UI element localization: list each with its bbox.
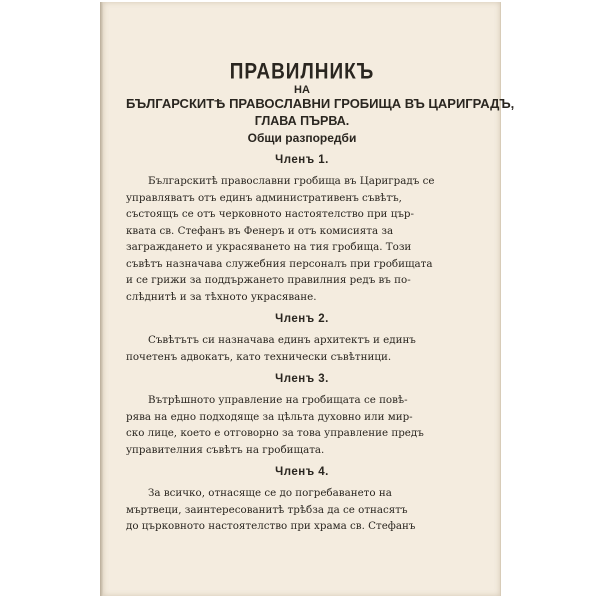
article-line: управителния съвѣтъ на гробищата.	[126, 443, 325, 456]
article-4-body	[126, 485, 478, 535]
article-1-heading: Членъ 1.	[275, 154, 329, 166]
article-4-heading: Членъ 4.	[275, 466, 329, 478]
article-line: квата св. Стефанъ въ Фенеръ и отъ комисията за	[126, 224, 394, 237]
document-title: ПРАВИЛНИКЪ	[229, 60, 375, 85]
article-line: и се грижи за поддържането правилния редъ въ по-	[126, 274, 411, 286]
article-2-heading: Членъ 2.	[275, 313, 329, 325]
article-3-body	[126, 392, 478, 458]
article-line: ско лице, което е отговорно за това управление предъ	[126, 427, 424, 439]
article-line: заграждането и украсяването на тия гробища. Този	[126, 241, 412, 253]
article-line: Българскитѣ православни гробища въ Цариградъ се	[148, 175, 435, 187]
article-2-body	[126, 332, 478, 365]
article-line: състоящъ се отъ черковното настоятелство при цър-	[126, 208, 414, 220]
chapter-heading: ГЛАВА ПЪРВА.	[254, 114, 350, 128]
page-content	[126, 60, 515, 535]
article-line: Съвѣтътъ си назначава единъ архитектъ и единъ	[148, 334, 416, 346]
article-3-heading: Членъ 3.	[275, 373, 329, 385]
title-connector: НА	[294, 84, 310, 96]
document-subtitle: БЪЛГАРСКИТѢ ПРАВОСЛАВНИ ГРОБИЩА ВЪ ЦАРИГРАДЪ,	[126, 96, 515, 111]
article-line: управляватъ отъ единъ административенъ съвѣтъ,	[126, 191, 402, 204]
article-1-body	[126, 173, 478, 305]
article-line: За всичко, отнасяще се до погребаването на	[148, 487, 392, 499]
section-heading: Общи разпоредби	[247, 131, 357, 145]
article-line: рява на едно подходяще за цѣльта духовно или мир-	[126, 410, 413, 423]
article-line: почетенъ адвокатъ, като технически съвѣтници.	[126, 350, 392, 363]
article-line: Вътрѣшното управление на гробищата се повѣ-	[148, 394, 408, 406]
article-line: мъртвеци, заинтересованитѣ трѣбза да се отнасятъ	[126, 503, 408, 516]
article-line: съвѣтъ назначава служебния персоналъ при гробищата	[126, 257, 433, 270]
article-line: до църковното настоятелство при храма св. Стефанъ	[126, 520, 416, 532]
article-line: слѣднитѣ и за тѣхното украсяване.	[126, 290, 317, 303]
